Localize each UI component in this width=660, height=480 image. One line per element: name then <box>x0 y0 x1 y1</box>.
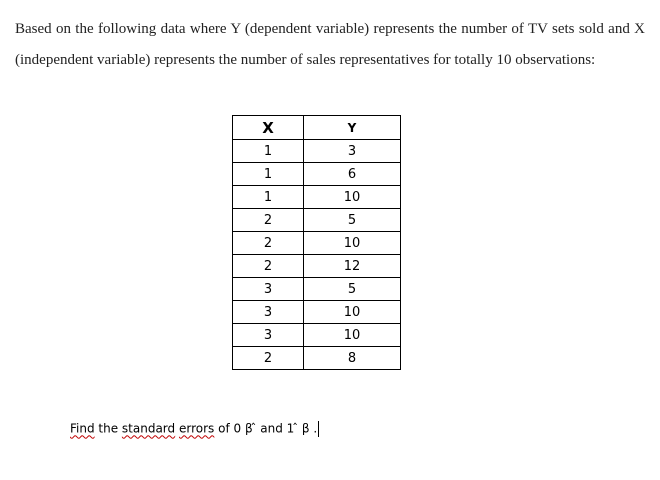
table-row <box>233 347 401 370</box>
cell-y: 3 <box>304 140 401 163</box>
cell-x: 3 <box>233 278 304 301</box>
cell-y: 5 <box>304 278 401 301</box>
table-row <box>233 301 401 324</box>
table-row <box>233 232 401 255</box>
header-x: X <box>233 116 304 140</box>
cell-x: 2 <box>233 255 304 278</box>
cell-y: 12 <box>304 255 401 278</box>
question-word-find: Find <box>70 421 95 436</box>
cell-x: 3 <box>233 301 304 324</box>
cell-y: 8 <box>304 347 401 370</box>
text-cursor <box>318 421 319 437</box>
cell-x: 2 <box>233 232 304 255</box>
cell-y: 10 <box>304 232 401 255</box>
table-row <box>233 186 401 209</box>
problem-statement: Based on the following data where Y (dependent variable) represents the number of TV sets sold and X (independent variable) represents the number of sales representatives for totally 10 observations: <box>15 21 645 68</box>
cell-y: 5 <box>304 209 401 232</box>
table-row <box>233 140 401 163</box>
cell-x: 1 <box>233 163 304 186</box>
question-word-standard: standard <box>121 421 176 436</box>
header-y: Y <box>304 116 401 140</box>
cell-y: 10 <box>304 324 401 347</box>
cell-x: 2 <box>233 209 304 232</box>
cell-x: 1 <box>233 186 304 209</box>
table-row <box>233 255 401 278</box>
question-text-rest: of 0 β ̂ and 1 ̂ β . <box>214 421 318 436</box>
cell-x: 3 <box>233 324 304 347</box>
table-row <box>233 324 401 347</box>
cell-y: 10 <box>304 301 401 324</box>
cell-y: 10 <box>304 186 401 209</box>
table-row <box>233 163 401 186</box>
cell-x: 1 <box>233 140 304 163</box>
question-word-errors: errors <box>178 421 215 436</box>
table-row <box>233 209 401 232</box>
cell-x: 2 <box>233 347 304 370</box>
question-text-the: the <box>94 421 122 436</box>
table-header-row <box>233 116 401 140</box>
observations-table <box>232 115 401 370</box>
table-row <box>233 278 401 301</box>
cell-y: 6 <box>304 163 401 186</box>
question-text[interactable] <box>70 421 319 437</box>
